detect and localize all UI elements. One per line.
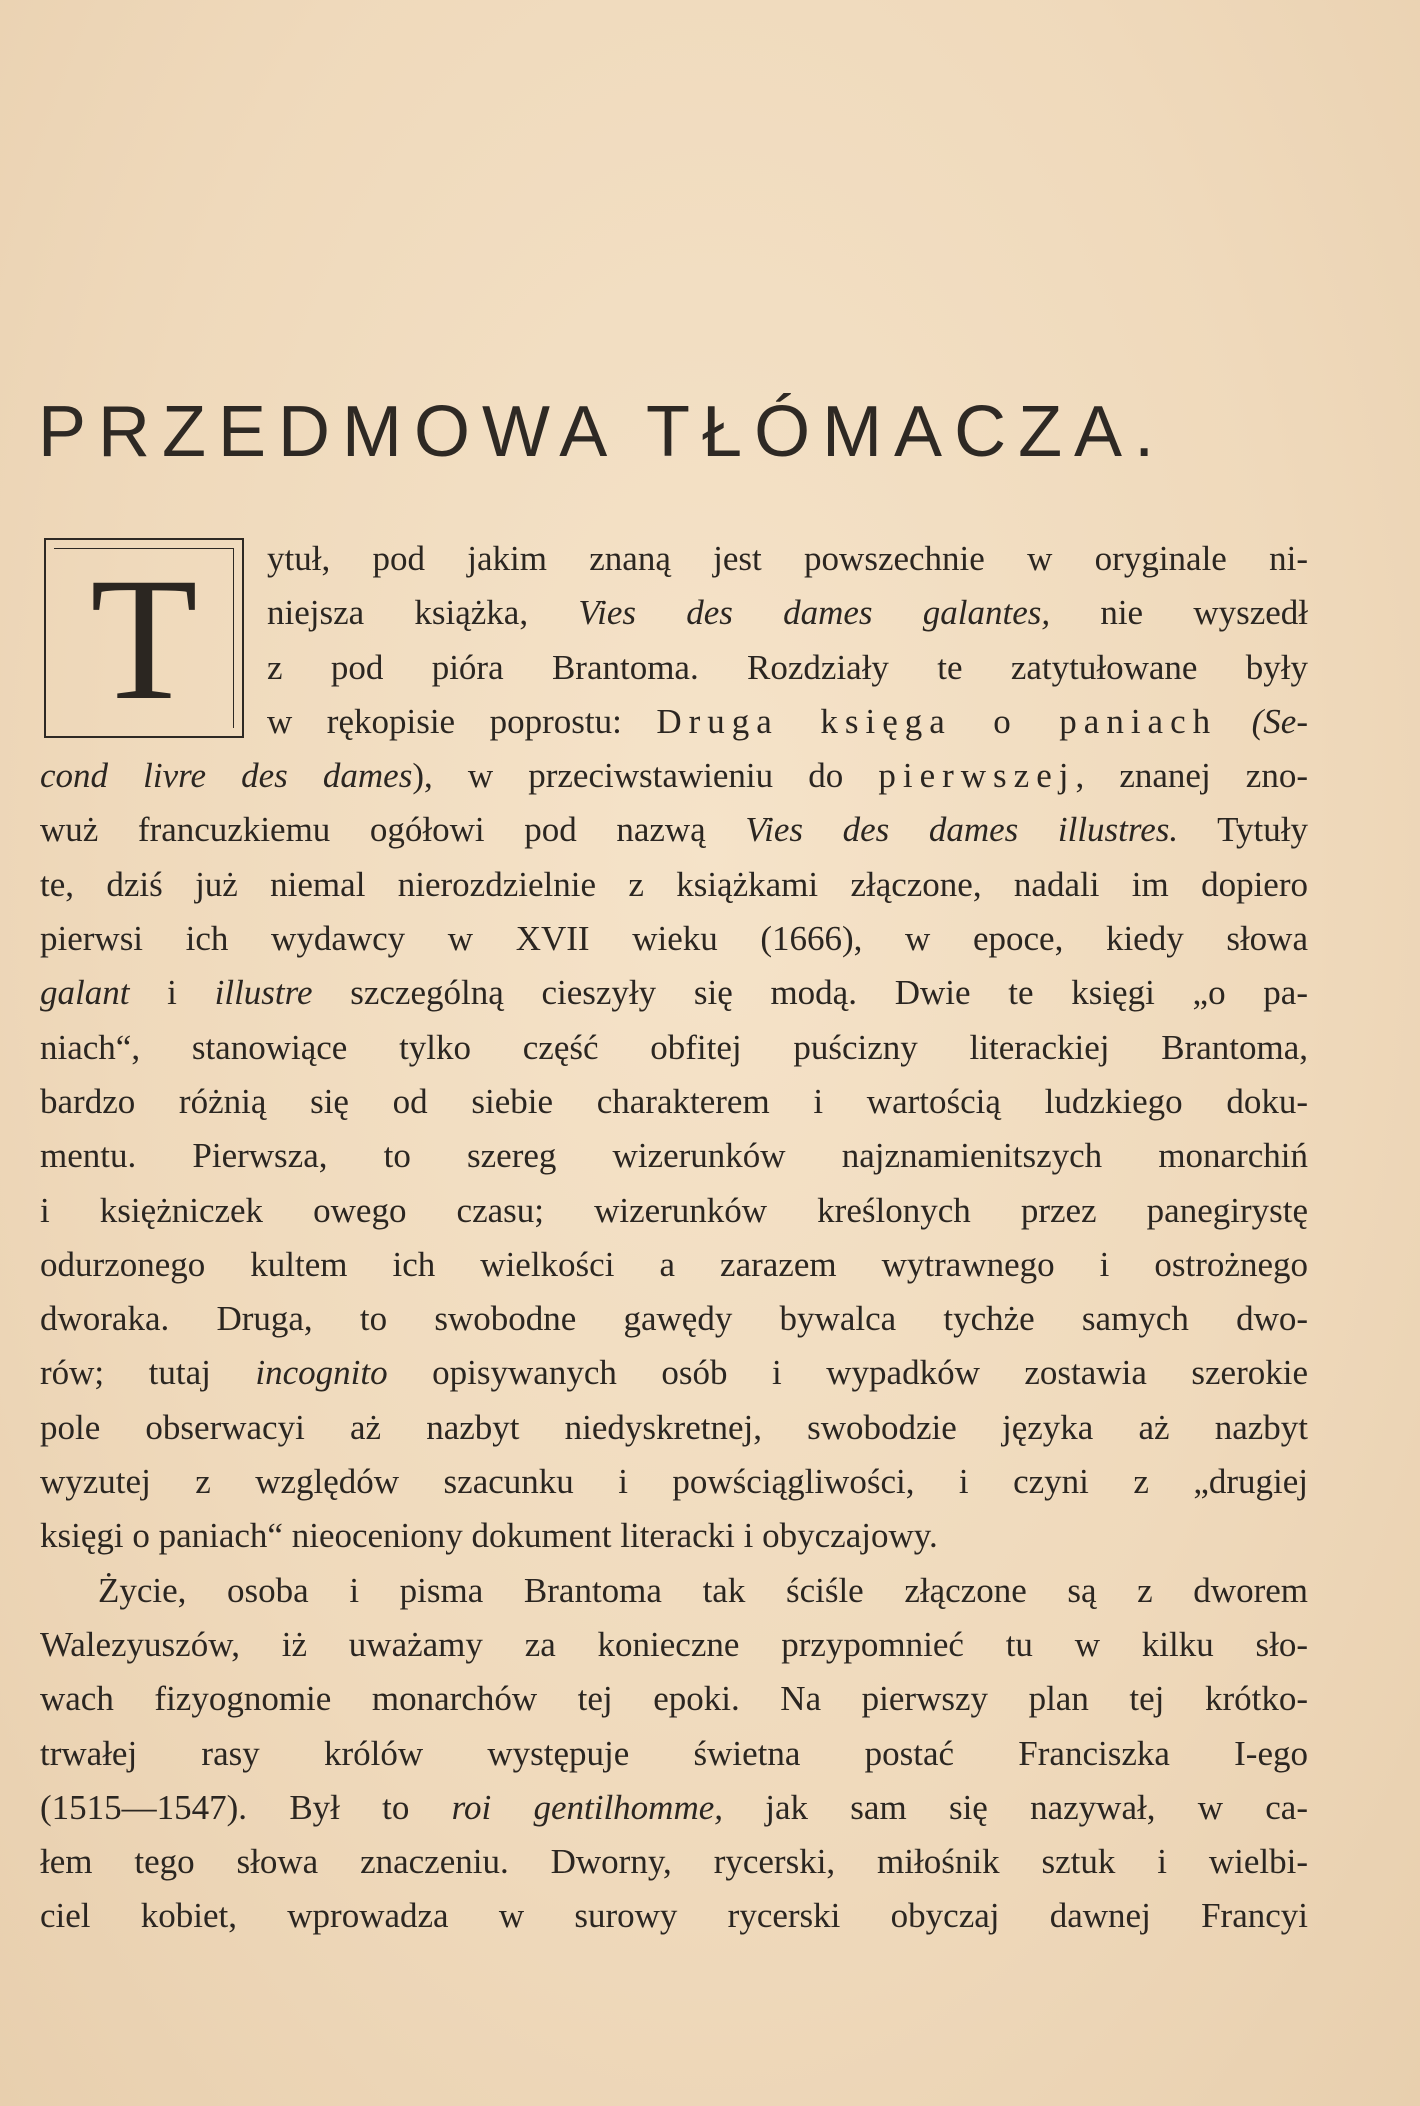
text-segment: wuż francuzkiemu ogółowi pod nazwą (40, 810, 746, 850)
text-line (40, 1781, 1308, 1835)
spaced-segment: pierwszej (878, 756, 1076, 796)
text-segment: odurzonego kultem ich wielkości a zarazem wytrawnego i ostrożnego (40, 1244, 1308, 1284)
text-segment: z pod pióra Brantoma. Rozdziały te zatytułowane były (267, 647, 1308, 687)
text-line (40, 1238, 1308, 1292)
body-text (40, 532, 1308, 1944)
text-segment: niejsza książka, (267, 593, 579, 633)
text-line (40, 1672, 1308, 1726)
text-segment: jak sam się nazywał, w ca- (723, 1787, 1308, 1827)
text-segment: (1515—1547). Był to (40, 1787, 452, 1827)
text-line (40, 1129, 1308, 1183)
text-segment: księgi o paniach“ nieoceniony dokument literacki i obyczajowy. (40, 1516, 938, 1556)
text-segment: mentu. Pierwsza, to szereg wizerunków najznamienitszych monarchiń (40, 1136, 1308, 1176)
text-line (40, 1292, 1308, 1346)
text-segment: wyzutej z względów szacunku i powściągliwości, i czyni z „drugiej (40, 1462, 1308, 1502)
text-line (40, 1401, 1308, 1455)
italic-segment: Vies des dames illustres. (745, 810, 1179, 850)
text-segment: wach fizyognomie monarchów tej epoki. Na pierwszy plan tej krótko- (40, 1679, 1308, 1719)
text-segment: pierwsi ich wydawcy w XVII wieku (1666), w epoce, kiedy słowa (40, 919, 1308, 959)
italic-segment: cond livre des dames (40, 756, 413, 796)
text-line (267, 695, 1308, 749)
italic-segment: (Se- (1251, 701, 1309, 741)
text-line (40, 912, 1308, 966)
text-segment: i księżniczek owego czasu; wizerunków kreślonych przez panegirystę (40, 1190, 1308, 1230)
text-line (40, 1618, 1308, 1672)
text-line (40, 1727, 1308, 1781)
text-segment: niach“, stanowiące tylko część obfitej puścizny literackiej Brantoma, (40, 1027, 1308, 1067)
text-line (267, 641, 1308, 695)
text-segment: opisywanych osób i wypadków zostawia szerokie (387, 1353, 1308, 1393)
text-segment: łem tego słowa znaczeniu. Dworny, rycerski, miłośnik sztuk i wielbi- (40, 1842, 1308, 1882)
drop-cap-letter: T (90, 542, 198, 737)
text-segment: szczególną cieszyły się modą. Dwie te księgi „o pa- (312, 973, 1308, 1013)
text-line (267, 586, 1308, 640)
text-segment: ciel kobiet, wprowadza w surowy rycerski obyczaj dawnej Francyi (40, 1896, 1308, 1936)
text-segment: trwałej rasy królów występuje świetna postać Franciszka I-ego (40, 1733, 1308, 1773)
text-segment (1217, 702, 1252, 741)
italic-segment: roi gentilhomme, (451, 1787, 724, 1827)
text-segment: Życie, osoba i pisma Brantoma tak ściśle złączone są z dworem (98, 1570, 1308, 1610)
text-segment: ), w przeciwstawieniu do (412, 756, 879, 796)
text-segment: Tytuły (1178, 810, 1308, 850)
text-line (40, 1564, 1308, 1618)
text-segment: rów; tutaj (40, 1353, 256, 1393)
text-segment: i (129, 973, 215, 1013)
text-line (40, 966, 1308, 1020)
text-line (40, 1184, 1308, 1238)
drop-cap-ornament (44, 538, 244, 738)
text-line (40, 1075, 1308, 1129)
text-line (40, 749, 1308, 803)
text-segment: Walezyuszów, iż uważamy za konieczne przypomnieć tu w kilku sło- (40, 1624, 1308, 1664)
italic-segment: illustre (214, 973, 313, 1013)
spaced-segment: Druga księga o paniach (656, 701, 1218, 741)
italic-segment: galant (40, 973, 130, 1013)
italic-segment: incognito (255, 1353, 388, 1393)
text-segment: w rękopisie poprostu: (267, 701, 657, 741)
page-title: PRZEDMOWA TŁÓMACZA. (38, 392, 1167, 472)
italic-segment: Vies des dames galantes, (578, 593, 1051, 633)
text-segment: , znanej zno- (1075, 756, 1308, 796)
text-segment: ytuł, pod jakim znaną jest powszechnie w oryginale ni- (267, 539, 1308, 578)
text-line (40, 858, 1308, 912)
text-line (40, 1835, 1308, 1889)
text-segment: dworaka. Druga, to swobodne gawędy bywalca tychże samych dwo- (40, 1299, 1308, 1339)
text-line (40, 803, 1308, 857)
text-segment: nie wyszedł (1050, 593, 1309, 633)
text-segment: te, dziś już niemal nierozdzielnie z książkami złączone, nadali im dopiero (40, 864, 1308, 904)
text-line (40, 1021, 1308, 1075)
text-segment: bardzo różnią się od siebie charakterem i wartością ludzkiego doku- (40, 1081, 1308, 1121)
text-line (40, 1346, 1308, 1400)
text-line (40, 1509, 1308, 1563)
text-line (40, 1889, 1308, 1943)
text-line (267, 532, 1308, 586)
text-segment: pole obserwacyi aż nazbyt niedyskretnej, swobodzie języka aż nazbyt (40, 1407, 1308, 1447)
text-line (40, 1455, 1308, 1509)
